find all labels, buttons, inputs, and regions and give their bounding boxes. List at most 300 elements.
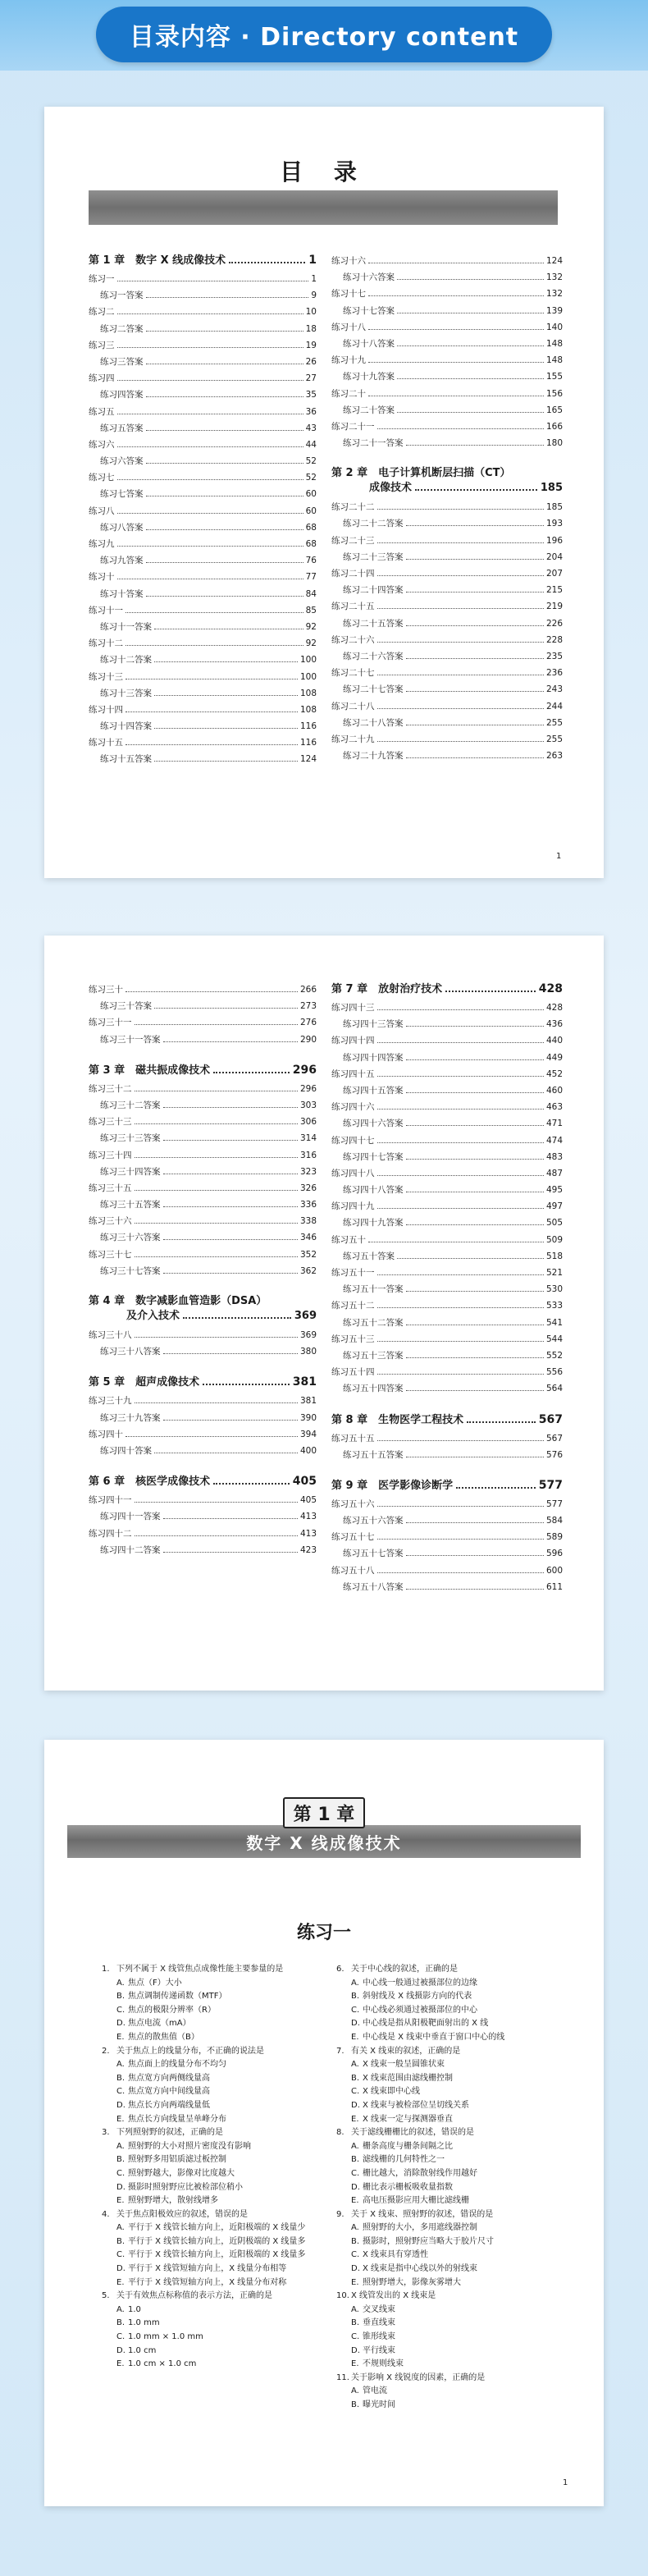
option-letter: A. xyxy=(116,2060,125,2070)
entry-label: 练习三十九答案 xyxy=(100,1412,161,1423)
question-text: 关于 X 线束、照射野的叙述，错误的是 xyxy=(351,2209,494,2219)
question-stem xyxy=(102,2208,330,2222)
toc-answer-entry xyxy=(331,615,563,632)
option-text: 不规则线束 xyxy=(363,2359,404,2369)
entry-page-number: 436 xyxy=(545,1019,563,1030)
entry-page-number: 533 xyxy=(545,1301,563,1311)
option-letter: C. xyxy=(116,2168,125,2178)
question-number: 6. xyxy=(336,1965,345,1974)
entry-page-number: 18 xyxy=(305,323,317,334)
option-text: 中心线是 X 线束中垂直于窗口中心的线 xyxy=(363,2032,505,2042)
dot-leader xyxy=(377,1142,544,1143)
entry-page-number: 44 xyxy=(305,439,317,450)
question-number: 1. xyxy=(102,1965,110,1974)
entry-page-number: 405 xyxy=(299,1495,317,1506)
option-letter: C. xyxy=(351,2250,360,2260)
dot-leader xyxy=(163,1206,298,1207)
toc-exercise-entry xyxy=(331,286,563,302)
toc-answer-entry xyxy=(89,685,317,702)
question-stem xyxy=(336,2045,574,2059)
dot-leader xyxy=(406,1026,544,1027)
option-letter: A. xyxy=(116,1978,125,1988)
toc-answer-entry xyxy=(331,336,563,352)
dot-leader xyxy=(377,1506,544,1507)
entry-page-number: 567 xyxy=(545,1433,563,1444)
option-letter: A. xyxy=(116,2223,125,2233)
chapter-label: 第 7 章 放射治疗技术 xyxy=(331,983,443,995)
entry-page-number: 552 xyxy=(545,1350,563,1361)
entry-page-number: 243 xyxy=(545,684,563,695)
toc-answer-entry xyxy=(89,751,317,767)
toc-exercise-entry xyxy=(89,1147,317,1164)
option-text: 平行于 X 线管短轴方向上，X 线量分布对称 xyxy=(128,2277,287,2287)
toc-column-left xyxy=(89,981,317,1558)
entry-page-number: 108 xyxy=(299,704,317,715)
toc-exercise-entry xyxy=(331,698,563,715)
question-stem xyxy=(336,2372,574,2386)
toc-answer-entry xyxy=(331,1447,563,1463)
entry-page-number: 132 xyxy=(545,272,563,283)
question xyxy=(336,2045,574,2127)
toc-exercise-entry xyxy=(89,536,317,552)
entry-label: 练习二十四答案 xyxy=(343,585,404,596)
entry-page-number: 204 xyxy=(545,551,563,562)
question-option xyxy=(336,2153,574,2167)
entry-label: 练习四十答案 xyxy=(100,1445,152,1456)
question-option xyxy=(336,2113,574,2127)
entry-page-number: 413 xyxy=(299,1512,317,1522)
entry-page-number: 521 xyxy=(545,1268,563,1278)
option-letter: A. xyxy=(116,2141,125,2151)
option-text: X 线束是指中心线以外的射线束 xyxy=(363,2264,478,2274)
option-text: 斜射线及 X 线摄影方向的代表 xyxy=(363,1992,472,2002)
toc-answer-entry xyxy=(89,1130,317,1146)
entry-page-number: 544 xyxy=(545,1334,563,1344)
dot-leader xyxy=(146,430,303,431)
chapter-page-number: 185 xyxy=(540,482,563,495)
option-text: 中心线一般通过被摄部位的边缘 xyxy=(363,1978,477,1988)
dot-leader xyxy=(117,347,303,348)
option-text: 焦点长方向两端线量低 xyxy=(128,2100,210,2110)
entry-label: 练习十答案 xyxy=(100,588,144,599)
toc-exercise-entry xyxy=(331,1265,563,1281)
entry-page-number: 92 xyxy=(305,621,317,632)
dot-leader xyxy=(146,463,303,464)
toc-exercise-entry xyxy=(331,1430,563,1447)
entry-page-number: 196 xyxy=(545,535,563,546)
toc-exercise-entry xyxy=(331,319,563,336)
dot-leader xyxy=(406,1092,544,1093)
question-number: 10. xyxy=(336,2291,349,2301)
toc-exercise-entry xyxy=(89,271,317,287)
option-letter: C. xyxy=(351,2332,360,2342)
question xyxy=(336,2208,574,2290)
entry-label: 练习四十八答案 xyxy=(343,1185,404,1196)
option-letter: D. xyxy=(116,2345,125,2355)
entry-label: 练习五十五 xyxy=(331,1433,375,1444)
option-letter: D. xyxy=(351,2019,360,2029)
toc-chapter xyxy=(89,1294,317,1324)
toc-answer-entry xyxy=(89,619,317,635)
entry-page-number: 155 xyxy=(545,372,563,382)
option-letter: B. xyxy=(116,1992,125,2002)
entry-label: 练习四十四 xyxy=(331,1036,375,1046)
toc-exercise-entry xyxy=(89,1247,317,1263)
option-text: 1.0 xyxy=(128,2304,141,2314)
option-letter: E. xyxy=(116,2277,125,2287)
entry-page-number: 338 xyxy=(299,1216,317,1227)
entry-page-number: 276 xyxy=(299,1018,317,1028)
option-letter: C. xyxy=(116,2087,125,2097)
chapter-label: 第 1 章 数字 X 线成像技术 xyxy=(89,254,226,267)
dot-leader xyxy=(125,711,298,712)
question-number: 3. xyxy=(102,2128,110,2138)
toc-exercise-entry xyxy=(331,598,563,615)
entry-label: 练习九 xyxy=(89,539,115,549)
entry-page-number: 26 xyxy=(305,356,317,367)
entry-label: 练习三十六答案 xyxy=(100,1233,161,1243)
question-number: 11. xyxy=(336,2372,349,2382)
entry-page-number: 296 xyxy=(299,1083,317,1094)
dot-leader xyxy=(117,380,303,381)
dot-leader xyxy=(377,1539,544,1540)
dot-leader xyxy=(406,1125,544,1126)
toc-exercise-entry xyxy=(89,981,317,998)
toc-answer-entry xyxy=(331,748,563,764)
entry-label: 练习十六 xyxy=(331,256,366,266)
option-text: 焦点长方向线量呈单峰分布 xyxy=(128,2114,226,2124)
dot-leader xyxy=(154,1008,298,1009)
entry-label: 练习五十答案 xyxy=(343,1251,395,1261)
question-option xyxy=(336,2194,574,2208)
entry-page-number: 132 xyxy=(545,289,563,300)
option-text: 曝光时间 xyxy=(363,2400,395,2409)
question-option xyxy=(336,2072,574,2086)
toc-exercise-entry xyxy=(331,665,563,681)
toc-answer-entry xyxy=(331,648,563,665)
toc-answer-entry xyxy=(89,1443,317,1459)
entry-page-number: 236 xyxy=(545,668,563,679)
entry-label: 练习四十一答案 xyxy=(100,1512,161,1522)
dot-leader xyxy=(146,529,303,530)
entry-label: 练习三十一 xyxy=(89,1018,132,1028)
question-number: 5. xyxy=(102,2291,110,2301)
entry-page-number: 352 xyxy=(299,1249,317,1260)
entry-page-number: 381 xyxy=(299,1396,317,1407)
question-stem xyxy=(102,2290,330,2304)
option-text: X 线束范围由滤线栅控制 xyxy=(363,2073,454,2083)
entry-label: 练习二十一答案 xyxy=(343,438,404,449)
entry-label: 练习十三答案 xyxy=(100,688,152,698)
dot-leader xyxy=(135,1123,298,1124)
banner-title: 目录内容 · Directory content xyxy=(129,23,519,52)
toc-exercise-entry xyxy=(89,1526,317,1542)
option-letter: A. xyxy=(116,2304,125,2314)
dot-leader xyxy=(117,313,303,314)
dot-leader xyxy=(125,612,303,613)
option-letter: D. xyxy=(116,2019,125,2029)
question-option xyxy=(102,2331,330,2345)
option-letter: C. xyxy=(116,2005,125,2015)
toc-exercise-entry xyxy=(331,1099,563,1115)
entry-label: 练习十七 xyxy=(331,289,366,300)
toc-gap xyxy=(89,1360,317,1375)
question-option xyxy=(102,2276,330,2290)
chapter-label: 第 2 章 电子计算机断层扫描（CT） xyxy=(331,467,511,480)
dot-leader xyxy=(377,1009,544,1010)
entry-page-number: 576 xyxy=(545,1449,563,1460)
question-column-right xyxy=(336,1963,574,2413)
dot-leader xyxy=(135,1256,298,1257)
question xyxy=(102,2045,330,2127)
option-text: 平行于 X 线管短轴方向上，X 线量分布相等 xyxy=(128,2264,287,2274)
entry-page-number: 219 xyxy=(545,602,563,612)
dot-leader xyxy=(397,1258,544,1259)
chapter-label: 第 6 章 核医学成像技术 xyxy=(89,1476,211,1489)
entry-label: 练习十一 xyxy=(89,605,123,615)
option-letter: A. xyxy=(351,2223,359,2233)
dot-leader xyxy=(406,1291,544,1292)
toc-exercise-entry xyxy=(89,1014,317,1031)
option-text: 栅比越大，消除散射线作用越好 xyxy=(363,2168,477,2178)
entry-label: 练习十一答案 xyxy=(100,621,152,632)
question-option xyxy=(102,2153,330,2167)
entry-label: 练习四十七 xyxy=(331,1135,375,1146)
chapter-page xyxy=(44,1740,604,2506)
toc-column-right xyxy=(331,253,563,764)
question-text: 下列照射野的叙述，正确的是 xyxy=(116,2128,223,2138)
dot-leader xyxy=(163,1107,298,1108)
entry-page-number: 166 xyxy=(545,421,563,432)
question-option xyxy=(102,2304,330,2317)
entry-label: 练习八答案 xyxy=(100,522,144,533)
question-option xyxy=(336,2276,574,2290)
entry-label: 练习四十四答案 xyxy=(343,1052,404,1063)
entry-page-number: 369 xyxy=(299,1330,317,1340)
entry-label: 练习三十三答案 xyxy=(100,1133,161,1144)
question-text: 下列不属于 X 线管焦点成像性能主要参量的是 xyxy=(116,1965,284,1974)
entry-label: 练习二 xyxy=(89,307,115,318)
entry-page-number: 108 xyxy=(299,688,317,698)
entry-page-number: 76 xyxy=(305,556,317,566)
toc-answer-entry xyxy=(89,1263,317,1279)
option-text: 照射野的大小对照片密度没有影响 xyxy=(128,2141,251,2151)
toc-chapter xyxy=(331,1412,563,1427)
dot-leader xyxy=(135,1535,298,1536)
toc-answer-entry xyxy=(89,486,317,502)
dot-leader xyxy=(203,1384,290,1385)
toc-answer-entry xyxy=(331,1347,563,1364)
dot-leader xyxy=(406,691,544,692)
chapter-strip xyxy=(67,1825,581,1858)
toc-exercise-entry xyxy=(89,1426,317,1443)
entry-label: 练习三十五答案 xyxy=(100,1200,161,1210)
option-text: 平行线束 xyxy=(363,2345,395,2355)
option-text: 焦点的极限分辨率（R） xyxy=(128,2005,216,2015)
entry-label: 练习四十 xyxy=(89,1429,123,1439)
question-text: 关于焦点阳极效应的叙述，错误的是 xyxy=(116,2209,248,2219)
option-letter: C. xyxy=(116,2332,125,2342)
entry-page-number: 116 xyxy=(299,738,317,748)
dot-leader xyxy=(377,1307,544,1308)
question xyxy=(336,1963,574,2045)
question-option xyxy=(102,2221,330,2235)
entry-label: 练习二答案 xyxy=(100,323,144,334)
question-stem xyxy=(102,2045,330,2059)
entry-label: 练习四十三答案 xyxy=(343,1019,404,1030)
entry-page-number: 215 xyxy=(545,585,563,596)
dot-leader xyxy=(467,1421,536,1423)
dot-leader xyxy=(154,761,298,762)
entry-label: 练习四十一 xyxy=(89,1495,132,1506)
option-letter: E. xyxy=(116,2359,125,2369)
question-option xyxy=(102,2263,330,2276)
toc-exercise-entry xyxy=(331,565,563,582)
entry-label: 练习三十四 xyxy=(89,1150,132,1160)
option-letter: B. xyxy=(116,2073,125,2083)
entry-page-number: 314 xyxy=(299,1133,317,1144)
option-text: 焦点电流（mA） xyxy=(128,2019,191,2029)
option-letter: A. xyxy=(351,2060,359,2070)
entry-label: 练习四十八 xyxy=(331,1168,375,1178)
toc-column-left xyxy=(89,253,317,768)
question xyxy=(102,2126,330,2208)
question-option xyxy=(336,2263,574,2276)
dot-leader xyxy=(154,695,298,696)
entry-page-number: 306 xyxy=(299,1117,317,1128)
entry-page-number: 303 xyxy=(299,1100,317,1110)
option-letter: E. xyxy=(116,2032,125,2042)
dot-leader xyxy=(146,596,303,597)
option-text: 平行于 X 线管长轴方向上，近阳极端的 X 线量少 xyxy=(128,2223,306,2233)
entry-page-number: 483 xyxy=(545,1151,563,1162)
option-letter: E. xyxy=(351,2032,359,2042)
entry-page-number: 148 xyxy=(545,355,563,366)
entry-label: 练习四十三 xyxy=(331,1003,375,1013)
entry-label: 练习一答案 xyxy=(100,291,144,301)
toc-chapter xyxy=(89,1375,317,1389)
entry-page-number: 471 xyxy=(545,1119,563,1129)
entry-label: 练习二十六答案 xyxy=(343,651,404,661)
option-letter: A. xyxy=(351,2304,359,2314)
chapter-page-number: 405 xyxy=(292,1475,317,1489)
dot-leader xyxy=(377,642,544,643)
question-option xyxy=(336,2181,574,2195)
dot-leader xyxy=(397,378,544,379)
toc-answer-entry xyxy=(331,402,563,419)
dot-leader xyxy=(135,1190,298,1191)
entry-page-number: 60 xyxy=(305,489,317,500)
toc-exercise-entry xyxy=(331,731,563,748)
option-text: 照射野越大，影像对比度越大 xyxy=(128,2168,235,2178)
toc-answer-entry xyxy=(331,368,563,385)
dot-leader xyxy=(406,658,544,659)
option-text: 照射野多用铝质滤过板控制 xyxy=(128,2155,226,2165)
question-option xyxy=(102,2194,330,2208)
dot-leader xyxy=(445,991,536,992)
toc-exercise-entry xyxy=(89,635,317,652)
option-letter: E. xyxy=(351,2277,359,2287)
dot-leader xyxy=(125,991,298,992)
toc-answer-entry xyxy=(331,582,563,598)
dot-leader xyxy=(183,1317,291,1319)
chapter-badge: 第 1 章 xyxy=(283,1797,365,1828)
toc-gap xyxy=(331,1398,563,1412)
toc-exercise-entry xyxy=(331,1032,563,1049)
entry-label: 练习五十八 xyxy=(331,1565,375,1576)
entry-label: 练习五十六 xyxy=(331,1498,375,1509)
entry-page-number: 140 xyxy=(545,322,563,332)
toc-answer-entry xyxy=(331,1545,563,1562)
dot-leader xyxy=(377,1208,544,1209)
toc-exercise-entry xyxy=(89,404,317,420)
entry-label: 练习二十七 xyxy=(331,668,375,679)
toc-exercise-entry xyxy=(89,602,317,619)
question-option xyxy=(102,2058,330,2072)
question-option xyxy=(336,2058,574,2072)
entry-label: 练习十四答案 xyxy=(100,721,152,732)
toc-answer-entry xyxy=(89,1542,317,1558)
option-text: 平行于 X 线管长轴方向上，近阳极端的 X 线量多 xyxy=(128,2250,306,2260)
entry-page-number: 60 xyxy=(305,506,317,516)
toc-exercise-entry xyxy=(331,533,563,549)
entry-label: 练习二十一 xyxy=(331,421,375,432)
toc-answer-entry xyxy=(89,586,317,602)
option-text: 焦点的散焦值（B） xyxy=(128,2032,199,2042)
entry-page-number: 165 xyxy=(545,405,563,415)
option-text: 栅比表示栅板吸收量指数 xyxy=(363,2182,453,2192)
toc-chapter xyxy=(89,1474,317,1489)
dot-leader xyxy=(377,1076,544,1077)
toc-exercise-entry xyxy=(89,1081,317,1097)
toc-gap xyxy=(89,1459,317,1474)
entry-page-number: 124 xyxy=(545,256,563,266)
toc-exercise-entry xyxy=(89,437,317,453)
entry-label: 练习二十三答案 xyxy=(343,551,404,562)
entry-page-number: 556 xyxy=(545,1367,563,1378)
chapter-label: 第 5 章 超声成像技术 xyxy=(89,1376,200,1389)
entry-page-number: 394 xyxy=(299,1429,317,1439)
entry-label: 练习四 xyxy=(89,373,115,384)
chapter-page-number: 428 xyxy=(538,982,563,995)
chapter-title: 数字 X 线成像技术 xyxy=(246,1832,402,1853)
question-option xyxy=(336,2235,574,2249)
entry-label: 练习二十五答案 xyxy=(343,618,404,629)
dot-leader xyxy=(377,1440,544,1441)
entry-label: 练习三十九 xyxy=(89,1396,132,1407)
question xyxy=(102,2208,330,2290)
option-letter: B. xyxy=(116,2318,125,2328)
entry-label: 练习一 xyxy=(89,274,115,284)
option-letter: C. xyxy=(351,2005,360,2015)
option-text: 照射野增大，散射线增多 xyxy=(128,2196,218,2206)
toc-answer-entry xyxy=(331,435,563,451)
chapter-label-line2 xyxy=(89,1309,317,1324)
option-letter: D. xyxy=(116,2182,125,2192)
entry-page-number: 36 xyxy=(305,406,317,417)
dot-leader xyxy=(146,331,303,332)
question-stem xyxy=(336,1963,574,1977)
chapter-page-number: 369 xyxy=(294,1310,317,1322)
entry-label: 练习五十七 xyxy=(331,1532,375,1543)
dot-leader xyxy=(213,1483,290,1485)
option-text: X 线束具有穿透性 xyxy=(363,2250,429,2260)
dot-leader xyxy=(397,279,544,280)
entry-label: 练习四十二 xyxy=(89,1528,132,1539)
dot-leader xyxy=(117,513,303,514)
option-letter: A. xyxy=(351,2386,359,2396)
entry-page-number: 68 xyxy=(305,522,317,533)
